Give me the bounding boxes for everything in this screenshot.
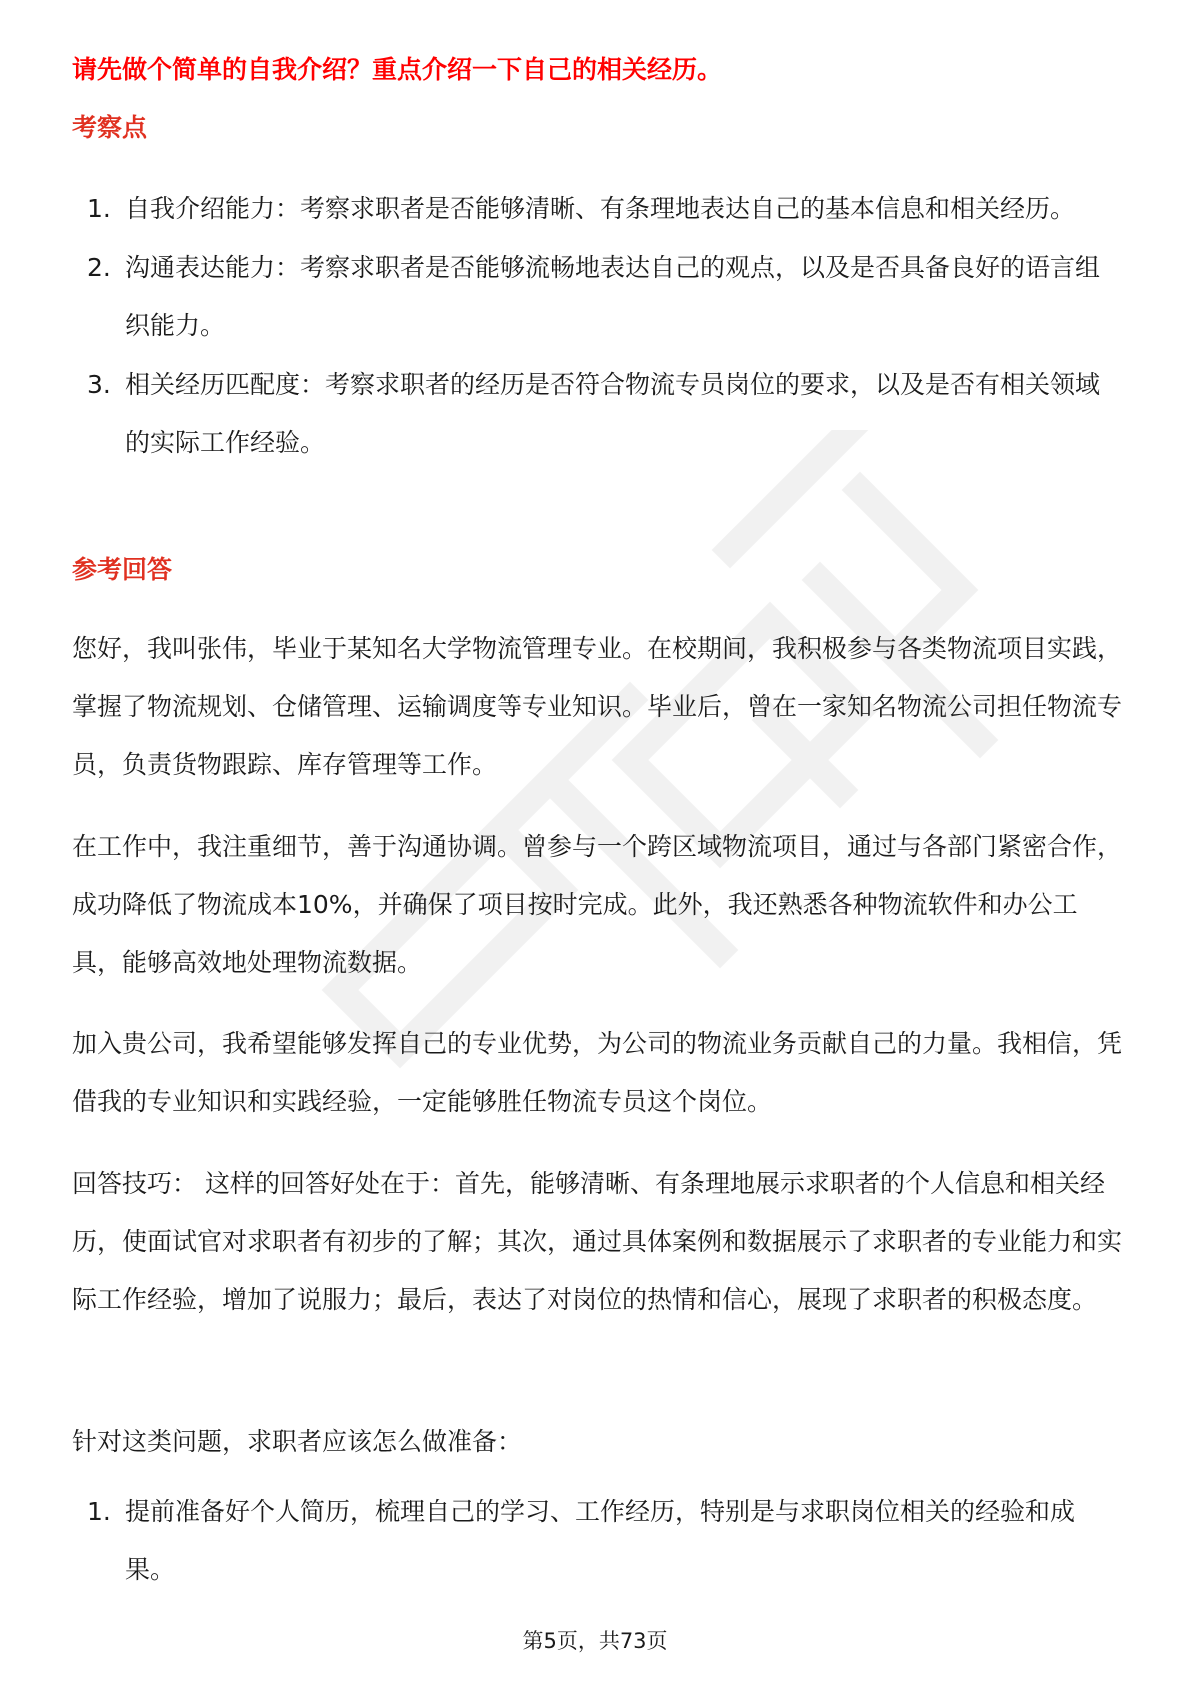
- page-number: 第5页，共73页: [522, 1629, 668, 1653]
- answer-paragraph-2: 在工作中，我注重细节，善于沟通协调。曾参与一个跨区域物流项目，通过与各部门紧密合作，成功降低了物流成本10%，并确保了项目按时完成。此外，我还熟悉各种物流软件和办公工具，能够高效地处理物流数据。: [72, 832, 1123, 977]
- list-number: 1.: [87, 194, 111, 223]
- list-text: 自我介绍能力：考察求职者是否能够清晰、有条理地表达自己的基本信息和相关经历。: [125, 194, 1076, 223]
- list-item: [72, 239, 1122, 355]
- list-number: 3.: [87, 370, 111, 399]
- interview-question: 请先做个简单的自我介绍？重点介绍一下自己的相关经历。: [72, 55, 723, 84]
- answer-paragraph-3: 加入贵公司，我希望能够发挥自己的专业优势，为公司的物流业务贡献自己的力量。我相信，凭借我的专业知识和实践经验，一定能够胜任物流专员这个岗位。: [72, 1029, 1123, 1116]
- assessment-points-list: [72, 180, 1122, 473]
- list-text: 提前准备好个人简历，梳理自己的学习、工作经历，特别是与求职岗位相关的经验和成果。: [125, 1497, 1076, 1584]
- answer-tips-paragraph: 回答技巧： 这样的回答好处在于：首先，能够清晰、有条理地展示求职者的个人信息和相关经历，使面试官对求职者有初步的了解；其次，通过具体案例和数据展示了求职者的专业能力和实际工作经验，增加了说服力；最后，表达了对岗位的热情和信心，展现了求职者的积极态度。: [72, 1169, 1123, 1314]
- list-item: [72, 1483, 1122, 1599]
- list-text: 沟通表达能力：考察求职者是否能够流畅地表达自己的观点，以及是否具备良好的语言组织能力。: [125, 253, 1101, 340]
- answer-heading: 参考回答: [72, 555, 173, 584]
- list-number: 1.: [87, 1497, 111, 1526]
- preparation-intro: 针对这类问题，求职者应该怎么做准备：: [72, 1427, 523, 1456]
- list-item: [72, 356, 1122, 472]
- list-item: [72, 180, 1122, 238]
- list-text: 相关经历匹配度：考察求职者的经历是否符合物流专员岗位的要求，以及是否有相关领域的实际工作经验。: [125, 370, 1101, 457]
- list-number: 2.: [87, 253, 111, 282]
- answer-paragraph-1: 您好，我叫张伟，毕业于某知名大学物流管理专业。在校期间，我积极参与各类物流项目实践，掌握了物流规划、仓储管理、运输调度等专业知识。毕业后，曾在一家知名物流公司担任物流专员，负责货物跟踪、库存管理等工作。: [72, 634, 1123, 779]
- points-heading: 考察点: [72, 113, 148, 142]
- preparation-list: [72, 1483, 1122, 1600]
